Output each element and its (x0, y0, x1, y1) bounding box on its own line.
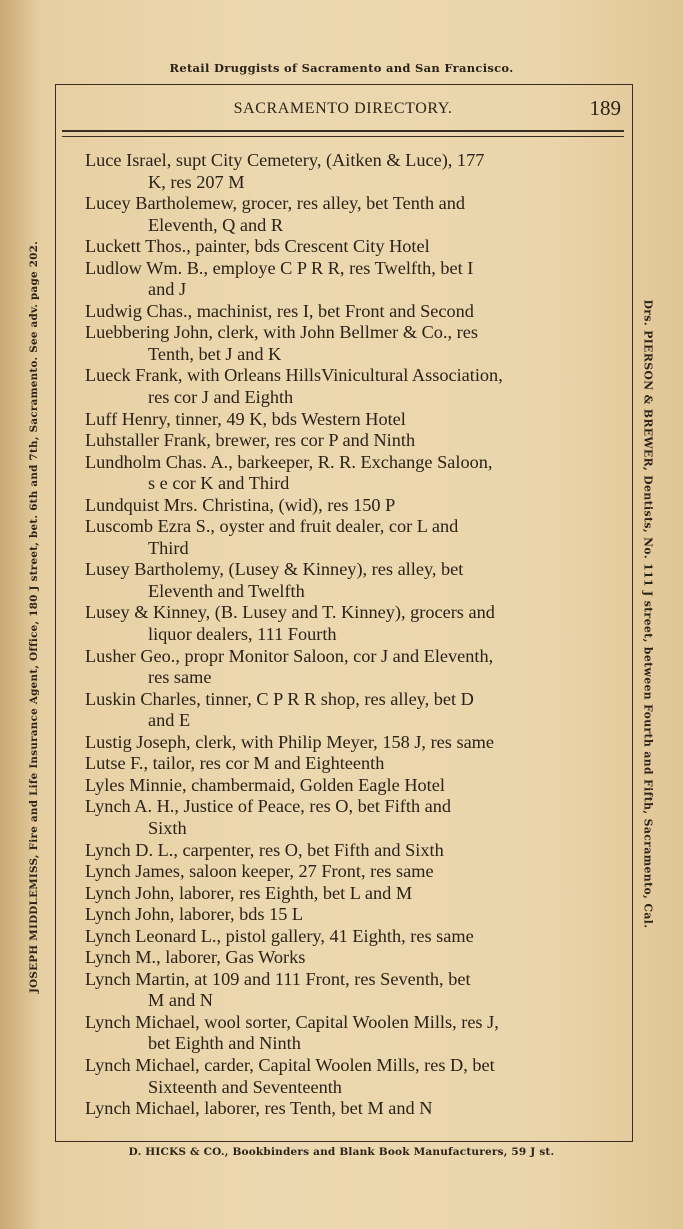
entry-first-line: Lynch Michael, laborer, res Tenth, bet M and N (85, 1098, 433, 1119)
page-number: 189 (589, 96, 621, 120)
entry-first-line: Lynch M., laborer, Gas Works (85, 947, 306, 968)
entry-continuation-line: bet Eighth and Ninth (148, 1033, 301, 1054)
directory-entry (85, 689, 605, 732)
entry-continuation-line: s e cor K and Third (148, 473, 290, 494)
entry-first-line: Luckett Thos., painter, bds Crescent City Hotel (85, 236, 430, 257)
entry-first-line: Lucey Bartholemew, grocer, res alley, bet Tenth and (85, 193, 466, 214)
entry-first-line: Lustig Joseph, clerk, with Philip Meyer, 158 J, res same (85, 731, 495, 752)
directory-entry (85, 193, 605, 236)
entry-first-line: Lusher Geo., propr Monitor Saloon, cor J and Eleventh, (85, 645, 494, 666)
entry-first-line: Lynch Michael, wool sorter, Capital Woolen Mills, res J, (85, 1011, 499, 1032)
entry-first-line: Lutse F., tailor, res cor M and Eighteenth (85, 753, 385, 774)
directory-entry (85, 1012, 605, 1055)
entry-first-line: Lundquist Mrs. Christina, (wid), res 150 P (85, 494, 396, 515)
entry-first-line: Luebbering John, clerk, with John Bellmer & Co., res (85, 322, 478, 343)
entry-continuation-line: and J (148, 279, 187, 300)
directory-entry (85, 947, 605, 969)
directory-entry (85, 516, 605, 559)
directory-entry (85, 430, 605, 452)
entry-first-line: Luscomb Ezra S., oyster and fruit dealer, cor L and (85, 516, 459, 537)
directory-entry (85, 1055, 605, 1098)
entry-continuation-line: Eleventh, Q and R (148, 214, 284, 235)
directory-entry (85, 926, 605, 948)
entry-first-line: Lynch Martin, at 109 and 111 Front, res Seventh, bet (85, 968, 471, 989)
directory-entry (85, 969, 605, 1012)
entry-continuation-line: res same (148, 667, 212, 688)
bottom-advertisement: D. HICKS & CO., Bookbinders and Blank Book Manufacturers, 59 J st. (128, 1146, 555, 1158)
entry-continuation-line: Sixteenth and Seventeenth (148, 1076, 342, 1097)
directory-entry (85, 904, 605, 926)
entry-first-line: Luskin Charles, tinner, C P R R shop, res alley, bet D (85, 688, 474, 709)
entry-continuation-line: Tenth, bet J and K (148, 343, 282, 364)
directory-entry (85, 452, 605, 495)
directory-entry (85, 1098, 605, 1120)
directory-entry (85, 796, 605, 839)
entry-first-line: Lusey & Kinney, (B. Lusey and T. Kinney), grocers and (85, 602, 495, 623)
directory-entry (85, 258, 605, 301)
top-advertisement: Retail Druggists of Sacramento and San Francisco. (169, 61, 514, 75)
entry-first-line: Lynch Leonard L., pistol gallery, 41 Eighth, res same (85, 925, 474, 946)
entry-continuation-line: Sixth (148, 817, 187, 838)
entry-first-line: Lueck Frank, with Orleans HillsVinicultural Association, (85, 365, 503, 386)
directory-entry (85, 840, 605, 862)
directory-entry (85, 602, 605, 645)
directory-entry (85, 559, 605, 602)
directory-entry (85, 883, 605, 905)
directory-entry (85, 301, 605, 323)
entry-continuation-line: res cor J and Eighth (148, 387, 294, 408)
entry-first-line: Lynch John, laborer, bds 15 L (85, 904, 304, 925)
directory-entry (85, 861, 605, 883)
directory-entries (85, 150, 605, 1120)
entry-continuation-line: liquor dealers, 111 Fourth (148, 624, 337, 645)
entry-continuation-line: M and N (148, 990, 213, 1011)
directory-entry (85, 236, 605, 258)
entry-first-line: Lyles Minnie, chambermaid, Golden Eagle Hotel (85, 774, 445, 795)
entry-first-line: Lynch Michael, carder, Capital Woolen Mills, res D, bet (85, 1054, 495, 1075)
directory-entry (85, 753, 605, 775)
entry-first-line: Luce Israel, supt City Cemetery, (Aitken & Luce), 177 (85, 150, 485, 170)
directory-entry (85, 365, 605, 408)
directory-entry (85, 732, 605, 754)
directory-entry (85, 775, 605, 797)
entry-continuation-line: K, res 207 M (148, 171, 245, 192)
directory-entry (85, 150, 605, 193)
header-rule (62, 130, 624, 132)
header-rule-thin (62, 136, 624, 137)
entry-first-line: Luff Henry, tinner, 49 K, bds Western Hotel (85, 408, 406, 429)
entry-continuation-line: Eleventh and Twelfth (148, 580, 305, 601)
entry-first-line: Lundholm Chas. A., barkeeper, R. R. Exchange Saloon, (85, 451, 493, 472)
directory-entry (85, 495, 605, 517)
entry-first-line: Lynch John, laborer, res Eighth, bet L and M (85, 882, 413, 903)
entry-first-line: Lynch A. H., Justice of Peace, res O, bet Fifth and (85, 796, 452, 817)
entry-first-line: Ludwig Chas., machinist, res I, bet Front and Second (85, 300, 474, 321)
entry-first-line: Lynch James, saloon keeper, 27 Front, res same (85, 861, 434, 882)
left-ad-text: JOSEPH MIDDLEMISS, Fire and Life Insurance Agent, Office, 180 J street, bet. 6th and 7th, Sacramento. See adv. page 202. (28, 240, 40, 994)
right-ad-text: Drs. PIERSON & BREWER, Dentists, No. 111 J street, between Fourth and Fifth, Sacramento, Cal. (641, 299, 655, 929)
directory-entry (85, 646, 605, 689)
directory-entry (85, 409, 605, 431)
entry-first-line: Lusey Bartholemy, (Lusey & Kinney), res alley, bet (85, 559, 464, 580)
directory-entry (85, 322, 605, 365)
entry-first-line: Ludlow Wm. B., employe C P R R, res Twelfth, bet I (85, 257, 474, 278)
entry-first-line: Lynch D. L., carpenter, res O, bet Fifth and Sixth (85, 839, 444, 860)
page-title: SACRAMENTO DIRECTORY. (233, 100, 453, 117)
entry-first-line: Luhstaller Frank, brewer, res cor P and Ninth (85, 430, 416, 451)
page-header (55, 96, 631, 126)
entry-continuation-line: Third (148, 537, 189, 558)
entry-continuation-line: and E (148, 710, 191, 731)
